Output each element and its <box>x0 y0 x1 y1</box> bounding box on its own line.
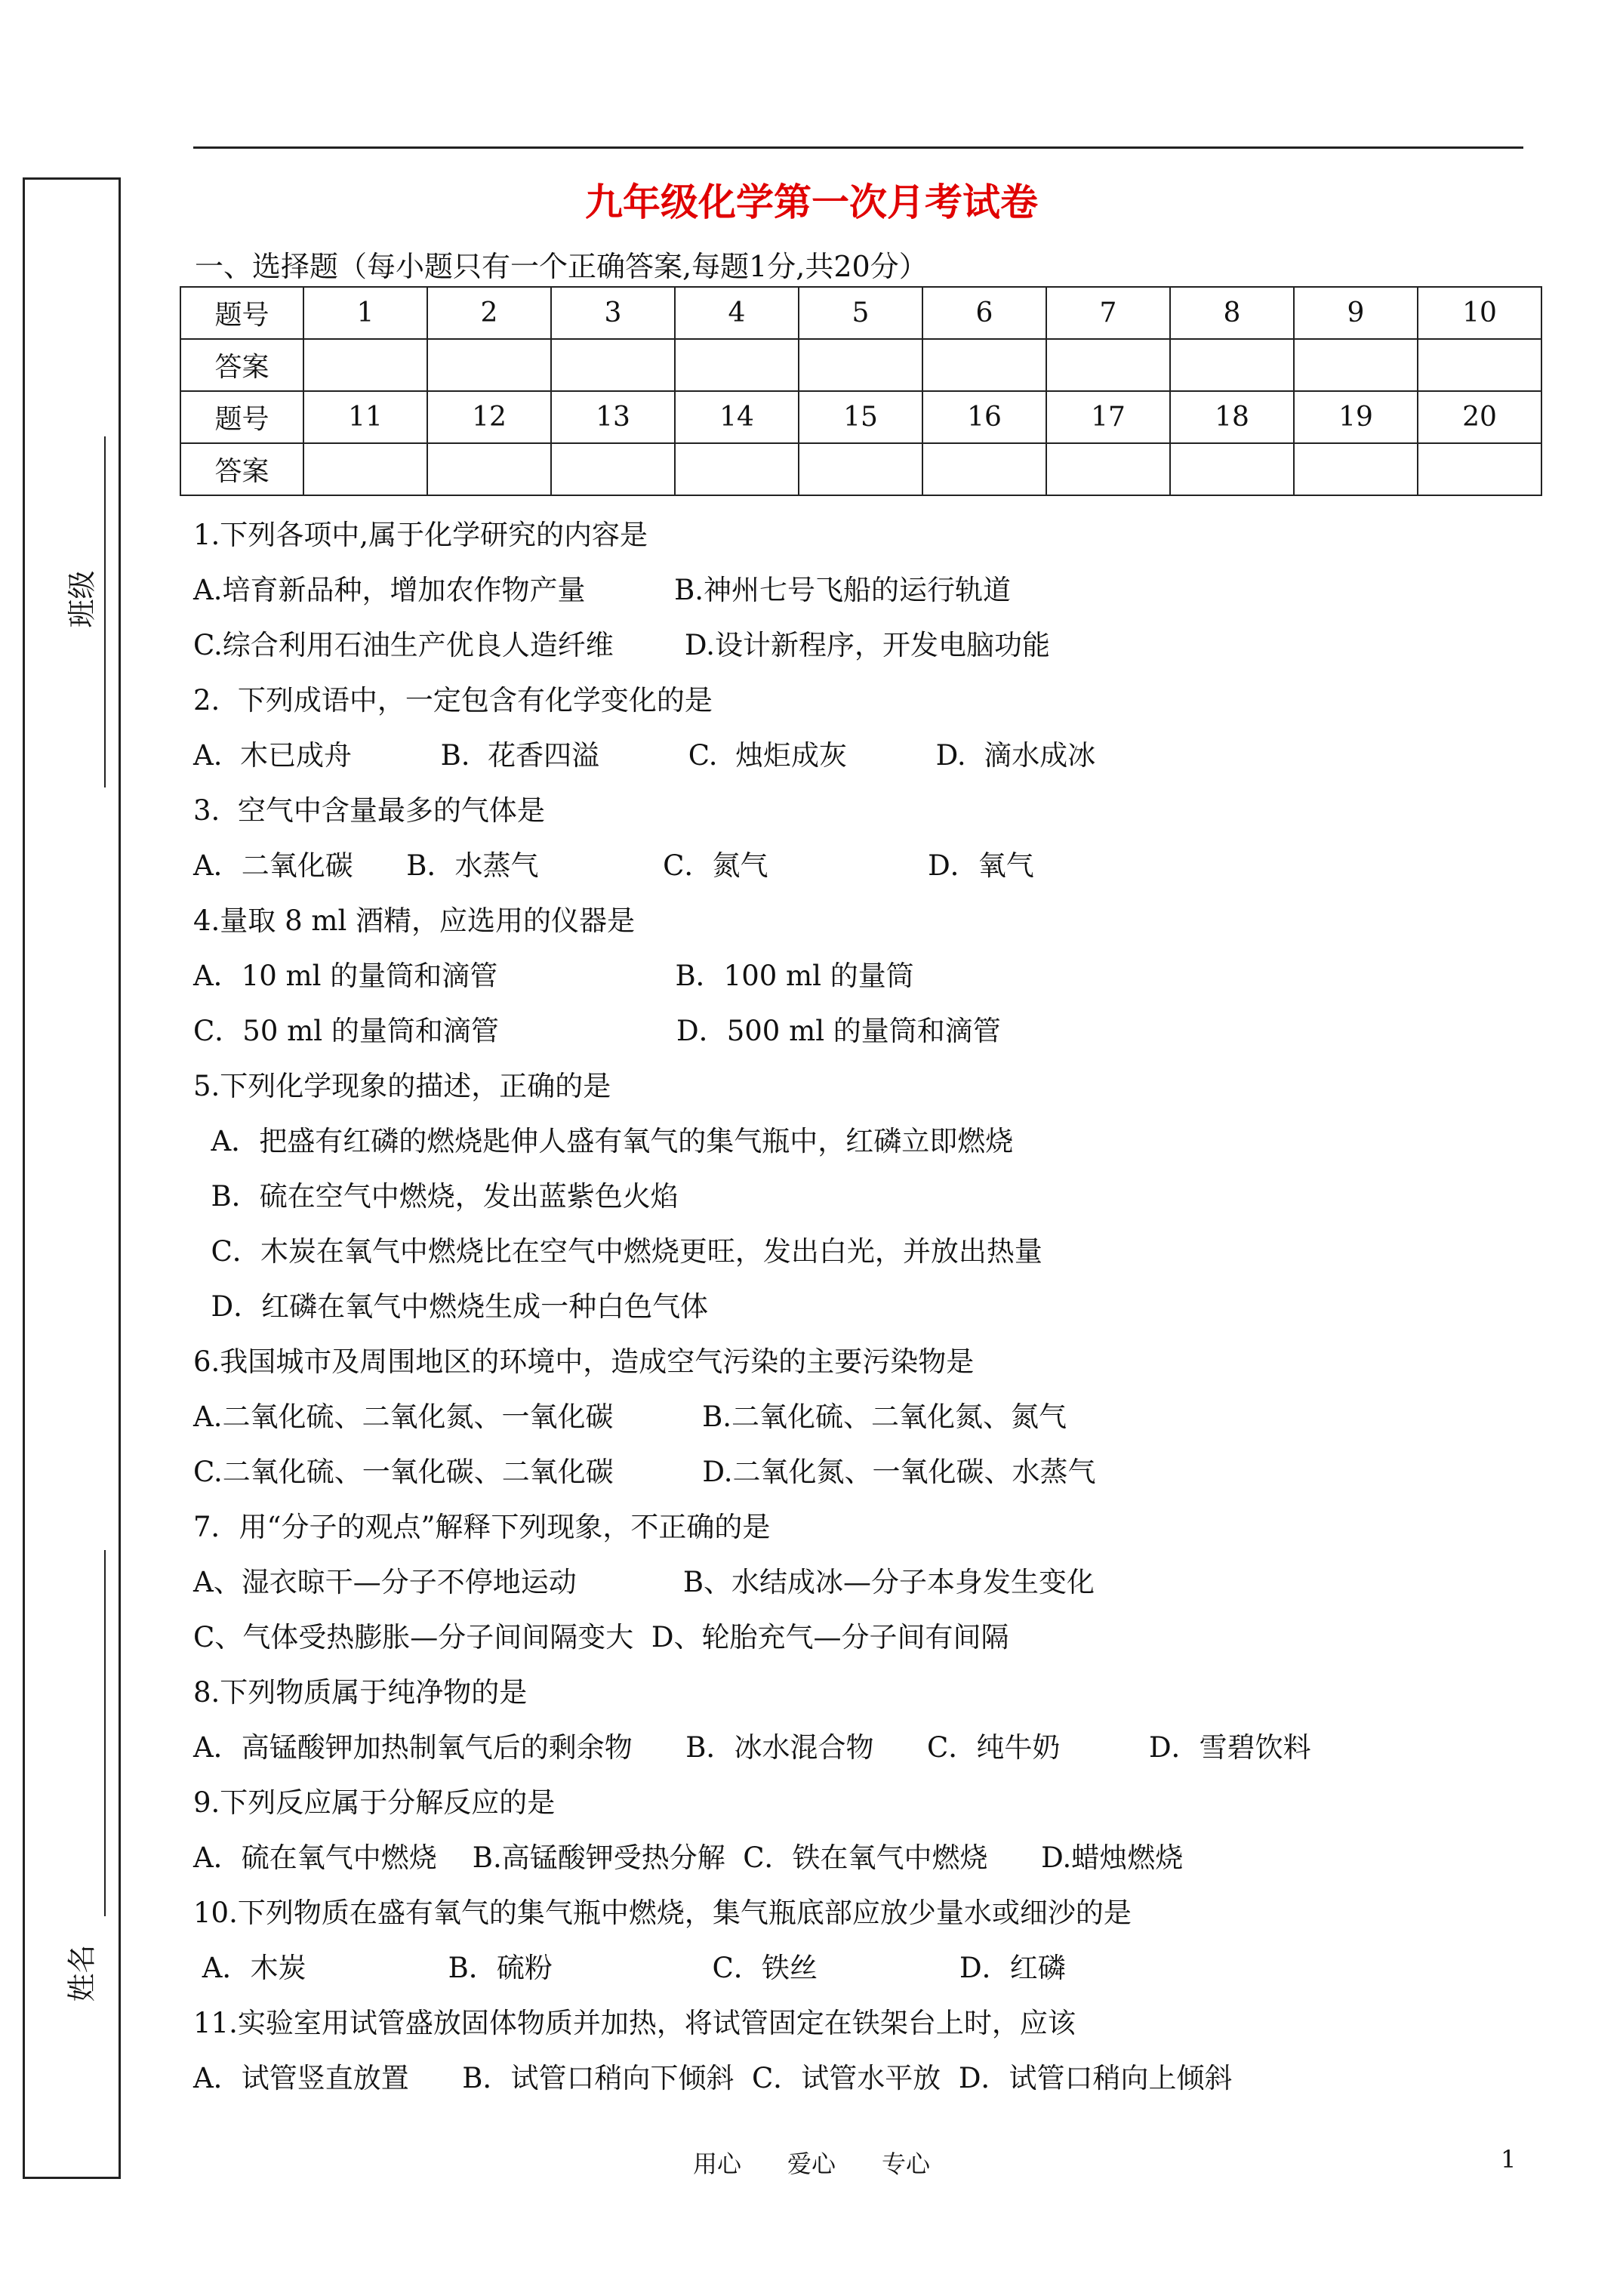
question-line: A．试管竖直放置 B．试管口稍向下倾斜 C．试管水平放 D．试管口稍向上倾斜 <box>193 2062 1233 2094</box>
answer-cell[interactable] <box>303 339 427 391</box>
question-line: A．木炭 B．硫粉 C．铁丝 D．红磷 <box>193 1952 1066 1984</box>
question-line: A.二氧化硫、二氧化氮、一氧化碳 B.二氧化硫、二氧化氮、氮气 <box>193 1401 1067 1433</box>
question-line: 1.下列各项中,属于化学研究的内容是 <box>193 519 648 551</box>
question-line: 4.量取 8 ml 酒精，应选用的仪器是 <box>193 905 636 937</box>
question-number-cell: 8 <box>1170 287 1294 339</box>
question-line: 10.下列物质在盛有氧气的集气瓶中燃烧，集气瓶底部应放少量水或细沙的是 <box>193 1897 1132 1929</box>
answer-cell[interactable] <box>799 339 922 391</box>
question-number-cell: 6 <box>922 287 1046 339</box>
question-number-cell: 12 <box>427 391 551 443</box>
question-line: A．硫在氧气中燃烧 B.高锰酸钾受热分解 C．铁在氧气中燃烧 D.蜡烛燃烧 <box>193 1841 1184 1874</box>
question-line: D．红磷在氧气中燃烧生成一种白色气体 <box>193 1290 709 1323</box>
answer-cell[interactable] <box>1294 339 1418 391</box>
table-row <box>180 339 1541 391</box>
top-rule <box>193 146 1523 149</box>
answer-cell[interactable] <box>675 339 799 391</box>
question-number-cell: 9 <box>1294 287 1418 339</box>
question-line: C.二氧化硫、一氧化碳、二氧化碳 D.二氧化氮、一氧化碳、水蒸气 <box>193 1456 1096 1488</box>
answer-cell[interactable] <box>551 443 675 495</box>
question-number-cell: 7 <box>1046 287 1170 339</box>
question-line: C.综合利用石油生产优良人造纤维 D.设计新程序，开发电脑功能 <box>193 629 1050 661</box>
question-number-cell: 3 <box>551 287 675 339</box>
answer-cell[interactable] <box>551 339 675 391</box>
answer-cell[interactable] <box>1170 443 1294 495</box>
answer-cell[interactable] <box>303 443 427 495</box>
section-heading: 一、选择题（每小题只有一个正确答案,每题1分,共20分） <box>195 250 928 283</box>
table-header-cell: 题号 <box>180 391 303 443</box>
answer-cell[interactable] <box>922 443 1046 495</box>
question-line: B．硫在空气中燃烧，发出蓝紫色火焰 <box>193 1180 679 1213</box>
question-line: A.培育新品种，增加农作物产量 B.神州七号飞船的运行轨道 <box>193 574 1012 606</box>
question-line: A．10 ml 的量筒和滴管 B．100 ml 的量筒 <box>193 960 914 992</box>
question-line: C．木炭在氧气中燃烧比在空气中燃烧更旺，发出白光，并放出热量 <box>193 1235 1042 1268</box>
name-label: 姓名 <box>65 1944 99 2002</box>
question-number-cell: 20 <box>1418 391 1541 443</box>
name-blank-line <box>104 1550 106 1916</box>
table-row <box>180 443 1541 495</box>
class-label: 班级 <box>65 570 99 628</box>
answer-cell[interactable] <box>799 443 922 495</box>
class-blank-line <box>104 436 106 787</box>
table-row <box>180 287 1541 339</box>
answer-cell[interactable] <box>427 443 551 495</box>
answer-table <box>180 286 1542 496</box>
question-line: 3. 空气中含量最多的气体是 <box>193 794 545 827</box>
page-title: 九年级化学第一次月考试卷 <box>585 180 1038 224</box>
question-line: C、气体受热膨胀—分子间间隔变大 D、轮胎充气—分子间有间隔 <box>193 1621 1009 1653</box>
question-line: 5.下列化学现象的描述，正确的是 <box>193 1070 611 1102</box>
page-footer: 用心 爱心 专心 <box>692 2150 931 2178</box>
question-line: 8.下列物质属于纯净物的是 <box>193 1676 528 1709</box>
answer-cell[interactable] <box>1046 443 1170 495</box>
answer-cell[interactable] <box>427 339 551 391</box>
answer-cell[interactable] <box>675 443 799 495</box>
table-header-cell: 答案 <box>180 443 303 495</box>
page-number: 1 <box>1501 2145 1517 2174</box>
question-number-cell: 5 <box>799 287 922 339</box>
question-line: A、湿衣晾干—分子不停地运动 B、水结成冰—分子本身发生变化 <box>193 1566 1095 1598</box>
question-line: A．把盛有红磷的燃烧匙伸人盛有氧气的集气瓶中，红磷立即燃烧 <box>193 1125 1014 1157</box>
answer-cell[interactable] <box>1170 339 1294 391</box>
question-number-cell: 11 <box>303 391 427 443</box>
question-number-cell: 18 <box>1170 391 1294 443</box>
question-number-cell: 14 <box>675 391 799 443</box>
answer-cell[interactable] <box>1294 443 1418 495</box>
answer-cell[interactable] <box>1046 339 1170 391</box>
question-line: 2. 下列成语中，一定包含有化学变化的是 <box>193 684 713 717</box>
question-line: 11.实验室用试管盛放固体物质并加热，将试管固定在铁架台上时，应该 <box>193 2007 1076 2039</box>
question-number-cell: 1 <box>303 287 427 339</box>
question-number-cell: 17 <box>1046 391 1170 443</box>
question-number-cell: 4 <box>675 287 799 339</box>
question-line: 9.下列反应属于分解反应的是 <box>193 1786 556 1819</box>
question-line: A．二氧化碳 B．水蒸气 C．氮气 D．氧气 <box>193 849 1034 882</box>
question-number-cell: 16 <box>922 391 1046 443</box>
table-header-cell: 答案 <box>180 339 303 391</box>
answer-cell[interactable] <box>1418 443 1541 495</box>
table-header-cell: 题号 <box>180 287 303 339</box>
question-number-cell: 15 <box>799 391 922 443</box>
question-line: A．高锰酸钾加热制氧气后的剩余物 B．冰水混合物 C．纯牛奶 D．雪碧饮料 <box>193 1731 1311 1764</box>
question-line: 6.我国城市及周围地区的环境中，造成空气污染的主要污染物是 <box>193 1345 975 1378</box>
answer-cell[interactable] <box>1418 339 1541 391</box>
question-line: A. 木已成舟 B. 花香四溢 C. 烛炬成灰 D. 滴水成冰 <box>193 739 1096 772</box>
question-number-cell: 10 <box>1418 287 1541 339</box>
question-number-cell: 2 <box>427 287 551 339</box>
question-line: 7．用“分子的观点”解释下列现象，不正确的是 <box>193 1511 771 1543</box>
binding-margin-box <box>23 177 121 2179</box>
question-number-cell: 19 <box>1294 391 1418 443</box>
answer-cell[interactable] <box>922 339 1046 391</box>
question-line: C．50 ml 的量筒和滴管 D．500 ml 的量筒和滴管 <box>193 1015 1001 1047</box>
question-number-cell: 13 <box>551 391 675 443</box>
table-row <box>180 391 1541 443</box>
